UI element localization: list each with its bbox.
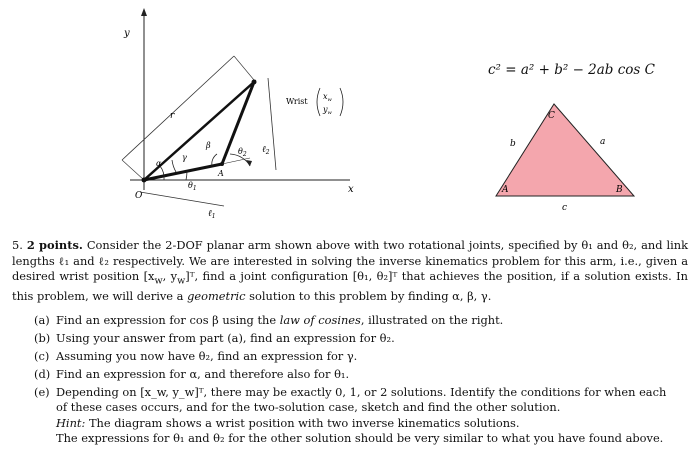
part-b-text: Using your answer from part (a), find an expression for θ₂. <box>56 331 395 345</box>
l2-dimension-line <box>268 78 276 170</box>
y-axis-label: y <box>124 28 130 39</box>
law-of-cosines-formula: c² = a² + b² − 2ab cos C <box>488 62 655 78</box>
part-a-text: Find an expression for cos β using the <box>56 313 280 327</box>
wrist-vec-bracket-right <box>340 88 343 116</box>
theta2-arrow <box>246 160 252 166</box>
joint-a-label: A <box>218 169 224 178</box>
problem-number: 5. <box>12 238 23 252</box>
vertex-c-label: C <box>548 111 555 121</box>
part-d-label: (d) <box>34 367 51 381</box>
parts-list <box>34 313 674 449</box>
wrist-label: Wrist <box>286 97 308 106</box>
part-d-text: Find an expression for α, and therefore also for θ₁. <box>56 367 350 381</box>
problem-text-3: , y <box>162 269 178 284</box>
wrist-vec-bracket-left <box>317 88 320 116</box>
gamma-arc <box>172 160 176 172</box>
gamma-label: γ <box>182 153 187 162</box>
part-e <box>34 385 674 447</box>
problem-text-2: w <box>154 275 163 287</box>
r-dimension-line <box>122 56 234 160</box>
vertex-a-label: A <box>502 185 509 195</box>
side-b-label: b <box>510 139 516 149</box>
part-c <box>34 349 674 364</box>
problem-text-5: ]ᵀ, find a joint configuration [θ₁, θ₂]ᵀ that achieves the position, if a solution exists. In this problem, we will derive a <box>12 269 688 304</box>
part-b <box>34 331 674 346</box>
theta2-label: $\theta_2$ <box>238 147 247 158</box>
part-d <box>34 367 674 382</box>
r-ext-2 <box>234 56 254 80</box>
r-label: r <box>170 111 175 121</box>
problem-geometric: geometric <box>187 289 246 304</box>
hint-label: Hint: <box>56 415 86 430</box>
part-c-label: (c) <box>34 349 50 363</box>
side-a-label: a <box>600 137 606 147</box>
theta1-label: $\theta_1$ <box>188 181 197 192</box>
part-a <box>34 313 674 328</box>
y-axis-arrow <box>141 8 147 16</box>
hint-line-1: The diagram shows a wrist position with two inverse kinematics solutions. <box>88 415 520 430</box>
triangle-fill <box>496 104 634 196</box>
arm-diagram <box>100 6 370 220</box>
problem-statement <box>12 238 688 305</box>
problem-text-4: w <box>177 275 186 287</box>
r-ext-1 <box>122 160 144 180</box>
part-a-tail: , illustrated on the right. <box>360 313 504 327</box>
origin-label: O <box>135 191 143 201</box>
wrist-vec-bottom: $y_w$ <box>323 105 332 116</box>
beta-label: β <box>206 141 211 150</box>
part-a-label: (a) <box>34 313 50 327</box>
x-axis-label: x <box>348 184 354 195</box>
wrist-joint <box>252 80 257 85</box>
cosine-triangle <box>488 96 648 214</box>
side-c-label: c <box>562 203 568 213</box>
problem-text-1: Consider the 2-DOF planar arm shown above with two rotational joints, specified by θ₁ and θ₂, and link lengths ℓ₁ and ℓ₂ respectively. We are interested in solving the inverse kinematics problem for this arm, i.e., given a desired wrist position [x <box>12 238 689 284</box>
origin-joint <box>142 178 147 183</box>
alpha-label: α <box>156 159 162 168</box>
l1-dimension-line <box>140 192 224 206</box>
vertex-b-label: B <box>616 185 623 195</box>
part-b-label: (b) <box>34 331 51 345</box>
part-c-text: Assuming you now have θ₂, find an expression for γ. <box>56 349 358 363</box>
hint-line-2: The expressions for θ₁ and θ₂ for the other solution should be very similar to what you have found above. <box>56 431 664 446</box>
theta2-ext <box>222 158 250 164</box>
problem-text-6: solution to this problem by finding α, β, γ. <box>245 289 492 304</box>
l2-label: ℓ$_2$ <box>262 145 270 156</box>
part-e-text: Depending on [x_w, y_w]ᵀ, there may be exactly 0, 1, or 2 solutions. Identify the conditions for when each of these cases occurs, and for the two-solution case, sketch and find the other solution. <box>56 385 667 415</box>
problem-points: 2 points. <box>26 238 83 252</box>
l1-label: ℓ$_1$ <box>208 209 216 220</box>
part-a-em: law of cosines <box>279 313 361 327</box>
wrist-vec-top: $x_w$ <box>323 92 332 103</box>
part-e-label: (e) <box>34 385 50 399</box>
